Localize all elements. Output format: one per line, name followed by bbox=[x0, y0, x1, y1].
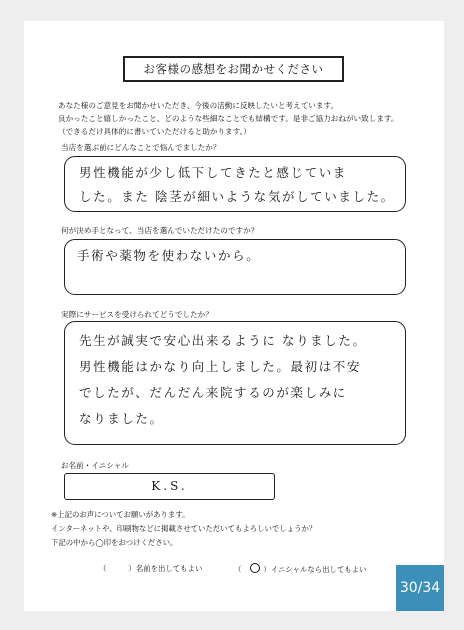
intro-line: 良かったこと嬉しかったこと、どのような些細なことでも結構です。是非ご協力おねがい致します。 bbox=[58, 114, 399, 123]
name-label: お名前・イニシャル bbox=[61, 461, 129, 470]
option-name-ok bbox=[99, 563, 202, 574]
answer-1-line: した。また 陰茎が細いような気がしていました。 bbox=[79, 189, 395, 204]
intro-line: （できるだけ具体的に書いていただけると助かります。） bbox=[58, 127, 252, 136]
publication-notes bbox=[51, 508, 316, 550]
option-paren-left: （ bbox=[234, 565, 242, 574]
answer-3-line: 男性機能はかなり向上しました。最初は不安 bbox=[79, 359, 362, 374]
answer-2-box bbox=[64, 239, 406, 295]
option-label: 名前を出してもよい bbox=[135, 564, 203, 573]
option-paren-left: （ bbox=[99, 564, 107, 573]
question-2-label: 何が決め手となって、当店を選んでいただけたのですか？ bbox=[61, 226, 259, 235]
page-counter[interactable]: 30/34 bbox=[396, 565, 444, 611]
option-paren-right: ） bbox=[128, 564, 136, 573]
option-paren-right: ） bbox=[263, 565, 271, 574]
option-label: イニシャルなら出してもよい bbox=[270, 565, 367, 574]
answer-1-box bbox=[64, 156, 406, 212]
answer-3-line: 先生が誠実で安心出来るように なりました。 bbox=[79, 333, 367, 348]
answer-3-line: でしたが、だんだん来院するのが楽しみに bbox=[79, 385, 347, 400]
note-line: ※上記のお声についてお願いがあります。 bbox=[51, 510, 190, 519]
survey-sheet bbox=[24, 21, 444, 611]
answer-3-line: なりました。 bbox=[79, 411, 164, 426]
question-1-label: 当店を選ぶ前にどんなことで悩んでましたか？ bbox=[61, 143, 221, 152]
answer-2-line: 手術や薬物を使わないから。 bbox=[77, 248, 261, 263]
note-line: 下記の中から◯印をおつけください。 bbox=[51, 538, 178, 547]
question-3-label: 実際にサービスを受けられてどうでしたか？ bbox=[61, 310, 213, 319]
answer-1-line: 男性機能が少し低下してきたと感じていま bbox=[79, 165, 347, 180]
name-value: K.S. bbox=[151, 479, 188, 493]
note-line: インターネットや、印刷物などに掲載させていただいてもよろしいでしょうか？ bbox=[51, 524, 317, 533]
circle-mark-icon bbox=[250, 563, 260, 573]
name-box bbox=[64, 473, 275, 500]
option-initial-ok bbox=[234, 563, 366, 575]
answer-3-box bbox=[64, 321, 406, 445]
intro-text bbox=[58, 99, 399, 138]
form-title: お客様の感想をお聞かせください bbox=[123, 56, 344, 82]
intro-line: あなた様のご意見をお聞かせいただき、今後の活動に反映したいと考えています。 bbox=[58, 101, 339, 110]
